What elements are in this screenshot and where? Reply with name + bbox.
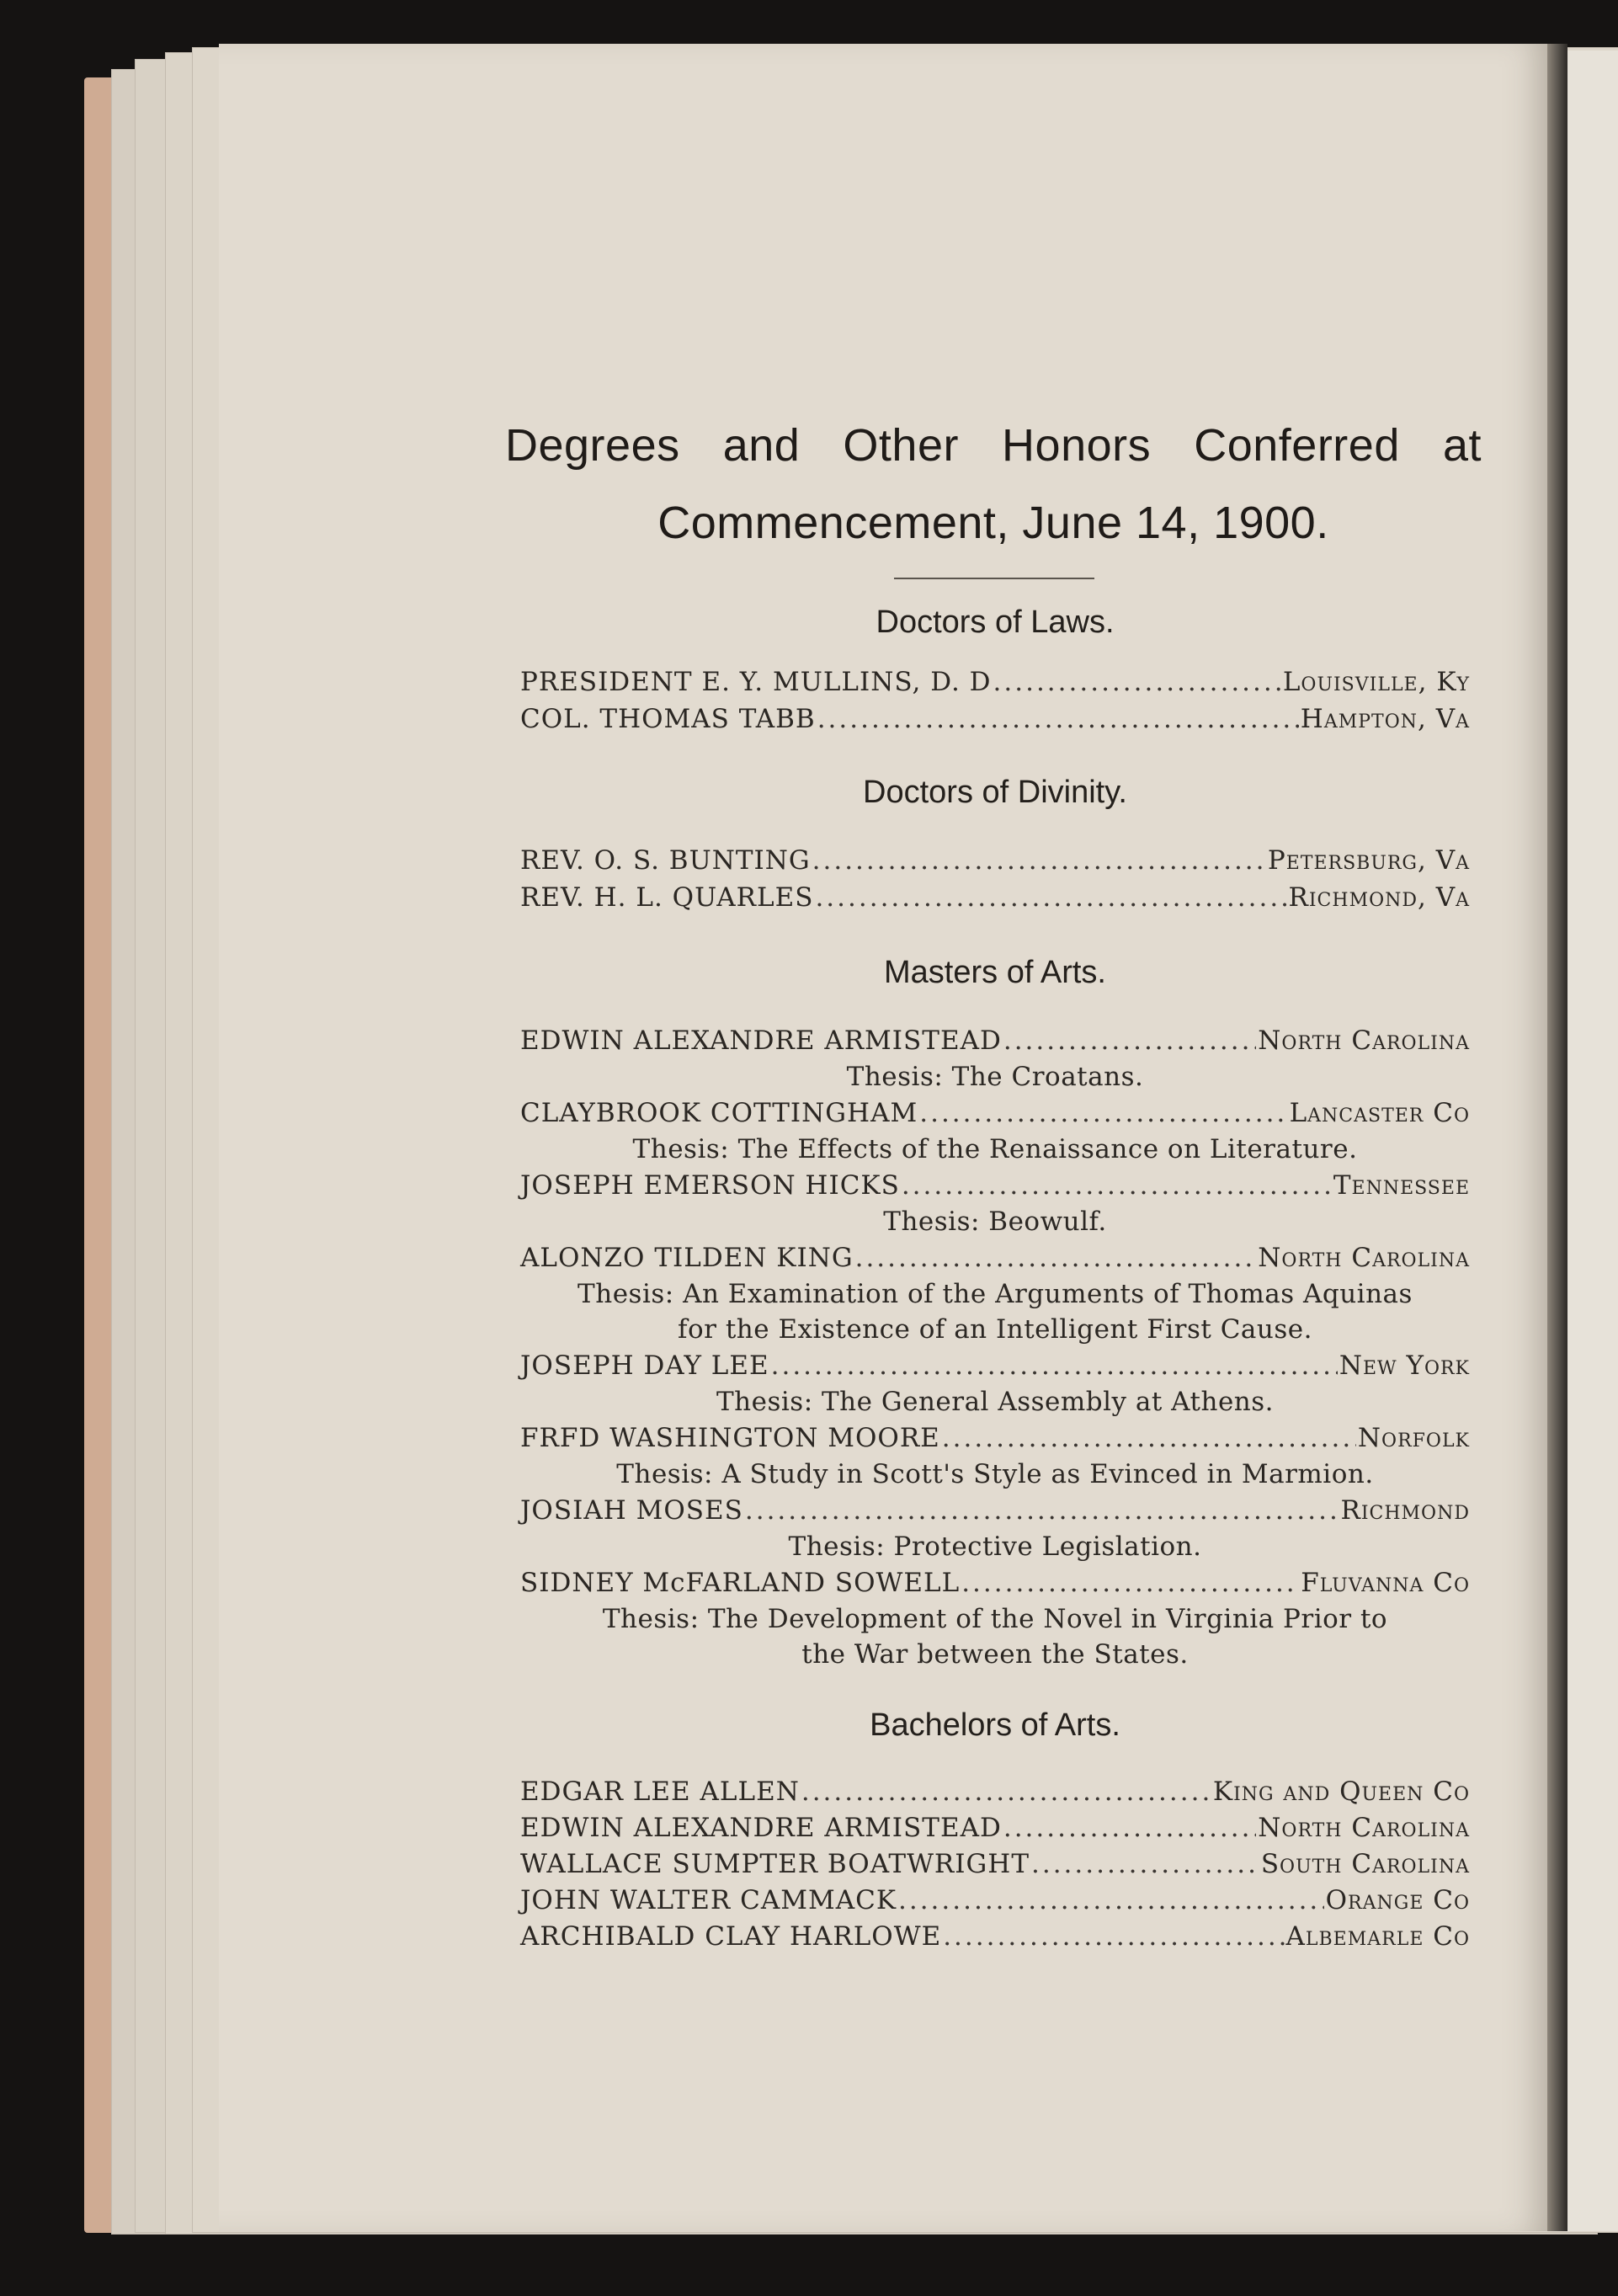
recipient-name: JOHN WALTER CAMMACK (520, 1885, 897, 1915)
recipient-place: Tennessee (1333, 1170, 1470, 1201)
recipient-place: Louisville, Ky (1282, 667, 1470, 697)
recipient-name: SIDNEY McFARLAND SOWELL (520, 1568, 961, 1598)
recipient-name: WALLACE SUMPTER BOATWRIGHT (520, 1849, 1030, 1879)
recipient-place: South Carolina (1260, 1849, 1470, 1879)
recipient-place: Albemarle Co (1285, 1921, 1470, 1952)
page-title-line-2: Commencement, June 14, 1900. (657, 498, 1329, 548)
list-item (520, 1243, 1470, 1273)
recipient-place: North Carolina (1258, 1025, 1470, 1056)
dot-leader (855, 1243, 1257, 1273)
recipient-place: King and Queen Co (1212, 1777, 1470, 1807)
list-item (520, 1921, 1470, 1952)
recipient-place: North Carolina (1258, 1813, 1470, 1843)
thesis-line: Thesis: A Study in Scott's Style as Evinced in Marmion. (616, 1459, 1374, 1489)
recipient-place: New York (1339, 1350, 1470, 1381)
section-heading-divinity: Doctors of Divinity. (863, 775, 1127, 810)
thesis-line: Thesis: Beowulf. (883, 1207, 1107, 1237)
dot-leader (771, 1350, 1338, 1381)
list-item (520, 1098, 1470, 1128)
page-title-line-1: Degrees and Other Honors Conferred at (505, 420, 1482, 471)
dot-leader (801, 1777, 1211, 1807)
recipient-name: EDGAR LEE ALLEN (520, 1777, 800, 1807)
section-heading-laws: Doctors of Laws. (876, 605, 1115, 640)
recipient-place: Orange Co (1325, 1885, 1470, 1915)
section-heading-bachelors: Bachelors of Arts. (870, 1707, 1120, 1743)
recipient-name: EDWIN ALEXANDRE ARMISTEAD (520, 1813, 1002, 1843)
dot-leader (902, 1170, 1332, 1201)
dot-leader (817, 704, 1299, 734)
recipient-place: Fluvanna Co (1301, 1568, 1470, 1598)
recipient-name: PRESIDENT E. Y. MULLINS, D. D (520, 667, 992, 697)
recipient-name: FRFD WASHINGTON MOORE (520, 1423, 940, 1453)
recipient-place: Richmond (1340, 1495, 1470, 1526)
dot-leader (961, 1568, 1299, 1598)
thesis-line: Thesis: An Examination of the Arguments of Thomas Aquinas (577, 1279, 1413, 1309)
section-heading-masters: Masters of Arts. (884, 955, 1106, 990)
thesis-line: Thesis: The General Assembly at Athens. (716, 1387, 1275, 1417)
recipient-name: COL. THOMAS TABB (520, 704, 816, 734)
recipient-name: CLAYBROOK COTTINGHAM (520, 1098, 918, 1128)
list-item (520, 1350, 1470, 1381)
list-item (520, 1170, 1470, 1201)
recipient-place: Norfolk (1357, 1423, 1470, 1453)
thesis-line: Thesis: The Croatans. (846, 1062, 1144, 1092)
recipient-name: REV. O. S. BUNTING (520, 845, 811, 876)
dot-leader (812, 845, 1266, 876)
facing-page-edge (1567, 51, 1618, 2231)
dot-leader (1003, 1813, 1256, 1843)
dot-leader (815, 882, 1286, 913)
dot-leader (1031, 1849, 1259, 1879)
list-item (520, 1849, 1470, 1879)
recipient-place: North Carolina (1258, 1243, 1470, 1273)
dot-leader (898, 1885, 1324, 1915)
dot-leader (1003, 1025, 1256, 1056)
thesis-line: Thesis: The Development of the Novel in Virginia Prior to (602, 1604, 1388, 1634)
dot-leader (943, 1921, 1284, 1952)
thesis-line: for the Existence of an Intelligent First Cause. (678, 1314, 1312, 1345)
thesis-line: Thesis: The Effects of the Renaissance on Literature. (632, 1134, 1358, 1164)
list-item (520, 1777, 1470, 1807)
list-item (520, 882, 1470, 913)
list-item (520, 667, 1470, 697)
dot-leader (919, 1098, 1287, 1128)
thesis-line: the War between the States. (801, 1639, 1189, 1670)
list-item (520, 1423, 1470, 1453)
recipient-place: Hampton, Va (1300, 704, 1470, 734)
list-item (520, 1568, 1470, 1598)
recipient-place: Lancaster Co (1289, 1098, 1470, 1128)
list-item (520, 1495, 1470, 1526)
recipient-name: ARCHIBALD CLAY HARLOWE (520, 1921, 942, 1952)
list-item (520, 704, 1470, 734)
title-divider (894, 578, 1094, 579)
recipient-name: JOSEPH DAY LEE (520, 1350, 769, 1381)
recipient-name: EDWIN ALEXANDRE ARMISTEAD (520, 1025, 1002, 1056)
recipient-place: Petersburg, Va (1267, 845, 1470, 876)
list-item (520, 1813, 1470, 1843)
dot-leader (745, 1495, 1339, 1526)
recipient-name: JOSEPH EMERSON HICKS (520, 1170, 900, 1201)
list-item (520, 845, 1470, 876)
list-item (520, 1885, 1470, 1915)
recipient-name: REV. H. L. QUARLES (520, 882, 814, 913)
recipient-place: Richmond, Va (1288, 882, 1470, 913)
list-item (520, 1025, 1470, 1056)
dot-leader (942, 1423, 1356, 1453)
recipient-name: JOSIAH MOSES (520, 1495, 743, 1526)
dot-leader (993, 667, 1281, 697)
book-gutter (1547, 44, 1567, 2231)
thesis-line: Thesis: Protective Legislation. (788, 1532, 1202, 1562)
recipient-name: ALONZO TILDEN KING (520, 1243, 854, 1273)
